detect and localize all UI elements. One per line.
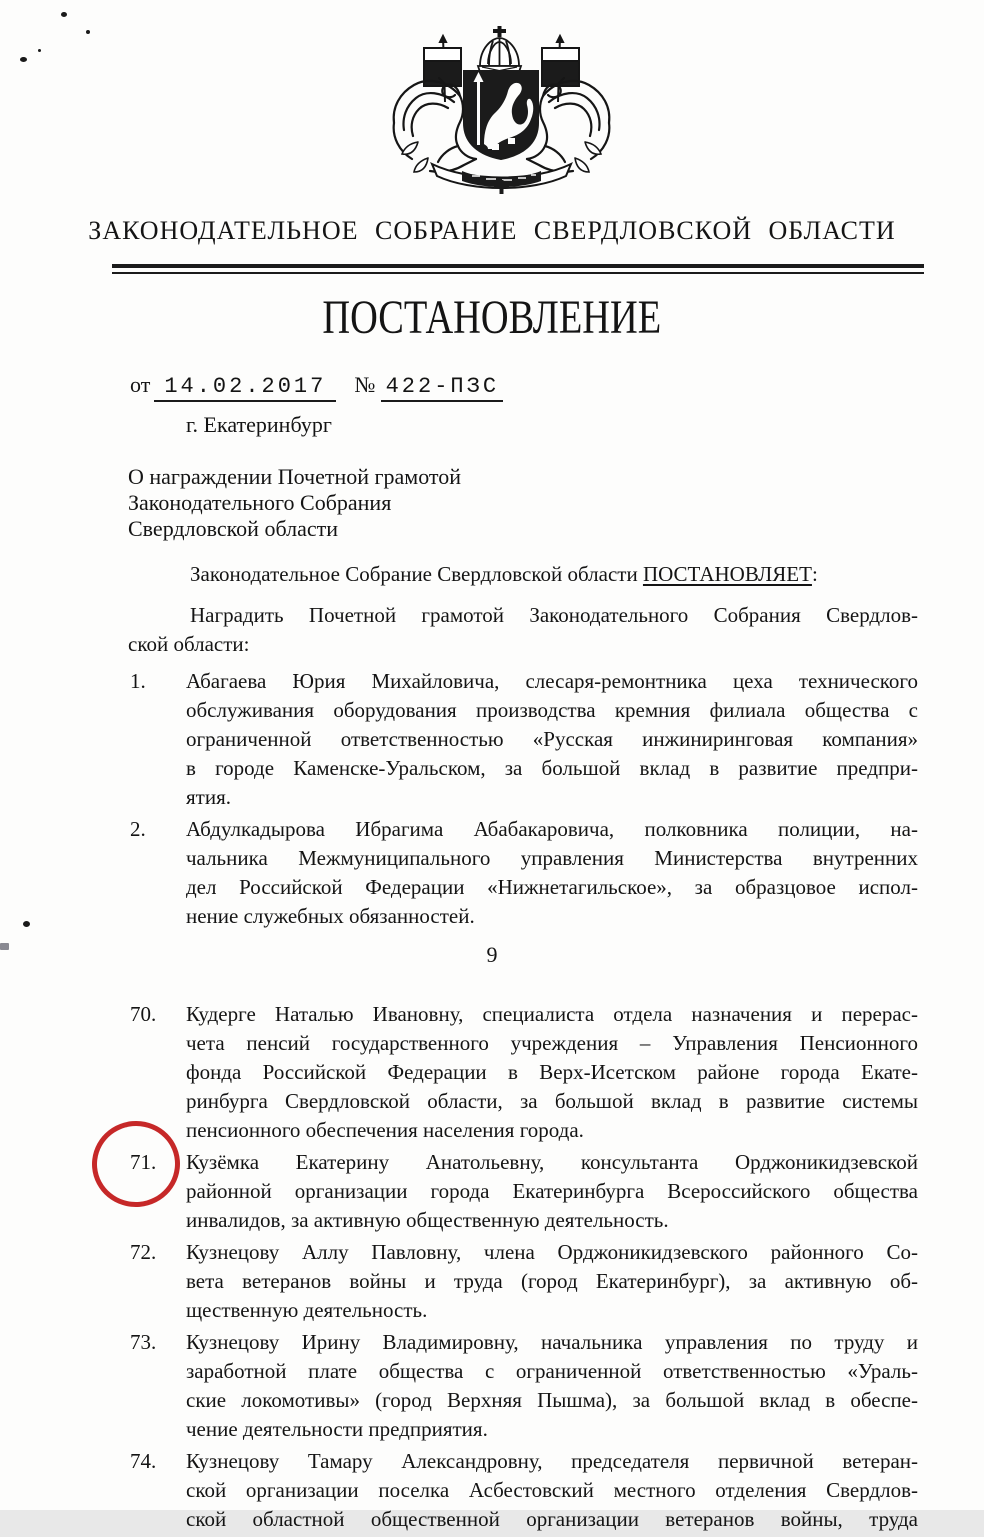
resolution-line: Законодательное Собрание Свердловской области ПОСТАНОВЛЯЕТ: xyxy=(190,562,818,586)
item-text xyxy=(186,1238,918,1325)
city-line: г. Екатеринбург xyxy=(186,412,332,437)
item-number: 74. xyxy=(130,1449,157,1473)
subject-line: Законодательного Собрания xyxy=(128,490,392,515)
award-items-list xyxy=(130,667,918,934)
list-item xyxy=(130,1000,918,1145)
item-number: 72. xyxy=(130,1240,157,1264)
text-line: Кузёмка Екатерину Анатольевну, консультанта Орджоникидзевской xyxy=(186,1150,918,1174)
text-line: чение деятельности предприятия. xyxy=(186,1417,488,1441)
text-line: Кузнецову Ирину Владимировну, начальника управления по труду и xyxy=(186,1330,918,1354)
subject-line: О награждении Почетной грамотой xyxy=(128,464,462,489)
list-item xyxy=(130,1328,918,1444)
document-type-title: ПОСТАНОВЛЕНИЕ xyxy=(322,291,662,344)
text-line: районной организации города Екатеринбурга Всероссийского общества xyxy=(186,1179,918,1203)
item-number: 2. xyxy=(130,817,146,841)
text-line: щественную деятельность. xyxy=(186,1298,428,1322)
item-text xyxy=(186,1148,918,1235)
text-line: Абдулкадырова Ибрагима Абабакаровича, полковника полиции, на- xyxy=(186,817,918,841)
item-text xyxy=(186,1447,918,1534)
text-line: в городе Каменске-Уральском, за большой вклад в развитие предпри- xyxy=(186,756,918,780)
page-number: 9 xyxy=(486,942,498,967)
text-line: вета ветеранов войны и труда (город Екатеринбург), за активную об- xyxy=(186,1269,918,1293)
separator-rule xyxy=(112,264,924,274)
item-number: 73. xyxy=(130,1330,157,1354)
scan-speck xyxy=(61,12,67,17)
scan-speck xyxy=(86,30,90,34)
item-text xyxy=(186,1328,918,1444)
intro-paragraph xyxy=(128,601,918,659)
list-item xyxy=(130,1447,918,1534)
text-line: ятия. xyxy=(186,785,231,809)
subject-block xyxy=(128,464,461,542)
text-line: нение служебных обязанностей. xyxy=(186,904,475,928)
text-line: ской области: xyxy=(128,632,250,656)
text-line: ской областной общественной организации ветеранов войны, труда xyxy=(186,1507,918,1531)
number-value: 422-ПЗС xyxy=(381,374,503,402)
item-number: 70. xyxy=(130,1002,157,1026)
scan-speck xyxy=(38,49,41,52)
text-line: Кудерге Наталью Ивановну, специалиста отдела назначения и перерас- xyxy=(186,1002,918,1026)
text-line: Наградить Почетной грамотой Законодательного Собрания Свердлов- xyxy=(190,603,918,627)
text-line: обслуживания оборудования производства кремния филиала общества с xyxy=(186,698,918,722)
text-line: чальника Межмуниципального управления Министерства внутренних xyxy=(186,846,918,870)
date-value: 14.02.2017 xyxy=(154,374,336,402)
coat-of-arms-icon xyxy=(384,24,619,196)
scan-speck xyxy=(20,57,27,62)
text-line: заработной плате общества с ограниченной ответственностью «Ураль- xyxy=(186,1359,918,1383)
list-item xyxy=(130,667,918,812)
text-line: ринбурга Свердловской области, за большой вклад в развитие системы xyxy=(186,1089,918,1113)
organization-title: ЗАКОНОДАТЕЛЬНОЕ СОБРАНИЕ СВЕРДЛОВСКОЙ ОБЛАСТИ xyxy=(88,216,896,245)
text-line: чета пенсий государственного учреждения – Управления Пенсионного xyxy=(186,1031,918,1055)
text-line: пенсионного обеспечения населения города. xyxy=(186,1118,584,1142)
text-line: Кузнецову Аллу Павловну, члена Орджоникидзевского районного Со- xyxy=(186,1240,918,1264)
resolution-verb: ПОСТАНОВЛЯЕТ xyxy=(642,562,812,586)
list-item xyxy=(130,1238,918,1325)
item-text xyxy=(186,815,918,931)
award-items-list xyxy=(130,1000,918,1537)
scan-speck xyxy=(23,921,30,927)
text-line: фонда Российской Федерации в Верх-Исетском районе города Екате- xyxy=(186,1060,918,1084)
item-number: 1. xyxy=(130,669,146,693)
text-line: ской организации поселка Асбестовский местного отделения Свердлов- xyxy=(186,1478,918,1502)
date-label: от xyxy=(130,372,151,397)
item-number: 71. xyxy=(130,1150,157,1174)
text-line: Кузнецову Тамару Александровну, председателя первичной ветеран- xyxy=(186,1449,918,1473)
subject-line: Свердловской области xyxy=(128,516,338,541)
list-item xyxy=(130,1148,918,1235)
item-text xyxy=(186,1000,918,1145)
text-line: Абагаева Юрия Михайловича, слесаря-ремонтника цеха технического xyxy=(186,669,918,693)
date-number-row xyxy=(130,372,503,402)
text-line: ограниченной ответственностью «Русская инжиниринговая компания» xyxy=(186,727,918,751)
item-text xyxy=(186,667,918,812)
text-line: дел Российской Федерации «Нижнетагильское», за образцовое испол- xyxy=(186,875,918,899)
list-item xyxy=(130,815,918,931)
text-line: ские локомотивы» (город Верхняя Пышма), за большой вклад в обеспе- xyxy=(186,1388,918,1412)
text-line: инвалидов, за активную общественную деятельность. xyxy=(186,1208,669,1232)
number-label: № xyxy=(354,372,376,397)
